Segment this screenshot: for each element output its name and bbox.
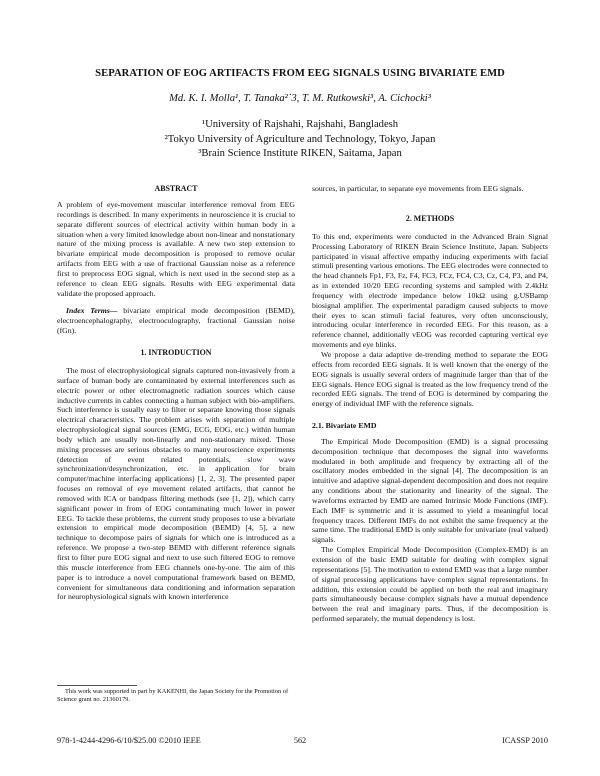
index-terms (57, 306, 295, 336)
funding-footnote: This work was supported in part by KAKENHI, the Japan Society for the Promotion of Science grant no. 21360179. (57, 688, 289, 704)
footer-page-number: 562 (293, 736, 307, 745)
author-list: Md. K. I. Molla¹, T. Tanaka²˙3, T. M. Rutkowski³, A. Cichocki³ (169, 93, 431, 104)
methods-paragraph-2: We propose a data adaptive de-trending method to separate the EOG effects from recorded EEG signals. It is well known that the energy of the EOG signals is usually several orders of magnitude larger than that of the EEG signals. Hence EOG signal is treated as the low frequency trend of the recorded EEG signals. The trend of EOG is determined by comparing the energy of individual IMF with the reference signals. (312, 349, 548, 409)
footer-conference: ICASSP 2010 (502, 736, 548, 745)
abstract-text: A problem of eye-movement muscular interference removal from EEG recordings is described. In many experiments in neuroscience it is crucial to separate different sources of electrical activity within human body in a situation when a very limited knowledge about non-linear and nonstationary nature of the mixing process is available. A new two step extension to bivariate empirical mode decomposition is proposed to remove ocular artifacts from EEG with a use of fractional Gaussian noise as a reference first to preprocess EOG signal, which is next used in the second step as a reference to clean EEG signals. Results with EEG experimental data validate the proposed approach. (57, 200, 295, 298)
bivariate-emd-heading: 2.1. Bivariate EMD (312, 421, 377, 431)
index-terms-label: Index Terms— (66, 306, 118, 316)
bemd-paragraph-2: The Complex Empirical Mode Decomposition (Complex-EMD) is an extension of the basic EMD suitable for dealing with complex signal representations [5]. The motivation to extend EMD was that a large number of signal processing applications have complex signal representations. In addition, this extension could be applied on both the real and imaginary parts simultaneously because complex signals have a mutual dependence between the real and imaginary parts. Thus, if the decomposition is performed separately, the mutual dependency is lost. (312, 545, 548, 624)
methods-heading: 2. METHODS (405, 213, 455, 223)
index-terms-text: bivariate empirical mode decomposition (BEMD), electroencephalography, electrooculography, fractional Gaussian noise (fGn). (57, 306, 295, 336)
introduction-heading: 1. INTRODUCTION (140, 347, 212, 357)
affiliation-1: ¹University of Rajshahi, Rajshahi, Bangladesh (201, 119, 399, 130)
paper-title: SEPARATION OF EOG ARTIFACTS FROM EEG SIGNALS USING BIVARIATE EMD (95, 68, 505, 79)
affiliations (0, 118, 600, 162)
introduction-text: The most of electrophysiological signals captured non-invasively from a surface of human body are contaminated by external interferences such as electric power or other electromagnetic radiation sources which cause inductive currents in cables connecting a human subject with bio-amplifiers. Such interference is usually easy to filter or separate knowing those signals electrical characteristics. The problem arises with separation of multiple electrophysiological signal sources (EMG, ECG, EOG, etc.) within human body which are usually non-linearly and non-stationary mixed. Those mixing processes are serious obstacles to many neuroscience experiments (detection of event related potentials, slow wave synchronization/desynchronization, etc. in application for brain computer/machine interfacing applications) [1, 2, 3]. The presented paper focuses on removal of eye movement related artifacts, that cannot be removed with ICA or bandpass filtering methods (see [1, 2]), which carry significant power in from of EOG contaminating much lower in power EEG. To tackle these problems, the current study proposes to use a bivariate extension to empirical mode decomposition (BEMD) [4, 5], a new technique to decompose pairs of signals for which one is introduced as a reference. We propose a two-step BEMD with different reference signals first to filter pure EOG signal and next to use such filtered EOG to remove this muscle interference from EEG channels one-by-one. The aim of this paper is to introduce a novel computational framework based on BEMD, convenient for simultaneous data conditioning and information separation for neurophysiological signals with known interference (57, 365, 295, 602)
affiliation-3: ³Brain Science Institute RIKEN, Saitama, Japan (198, 148, 402, 159)
left-column (57, 184, 295, 602)
affiliation-2: ²Tokyo University of Agriculture and Technology, Tokyo, Japan (164, 133, 436, 145)
bemd-paragraph-1: The Empirical Mode Decomposition (EMD) is a signal processing decomposition technique that decomposes the signal into waveforms modulated in both amplitude and frequency by extracting all of the oscillatory modes embedded in the signal [4]. The decomposition is an intuitive and adaptive signal-dependent decomposition and does not require any conditions about the stationarity and linearity of the signal. The waveforms extracted by EMD are named Intrinsic Mode Functions (IMF). Each IMF is symmetric and it is assumed to yield a meaningful local frequency traces. Different IMFs do not exhibit the same frequency at the same time. The traditional EMD is only suitable for univariate (real valued) signals. (312, 436, 548, 545)
footer-isbn: 978-1-4244-4296-6/10/$25.00 ©2010 IEEE (57, 736, 201, 745)
footnote-rule (57, 685, 137, 686)
methods-paragraph-1: To this end, experiments were conducted in the Advanced Brain Signal Processing Laboratory of RIKEN Brain Science Institute, Japan. Subjects participated in visual affective empathy inducing experiments with facial stimuli presenting various emotions. The EEG electrodes were connected to the head channels Fp1, F3, Fz, F4, FC3, FCz, FC4, C3, Cz, C4, P3, and P4, as in extended 10/20 EEG recording systems and sampled with 2.4kHz frequency with electrode impedance below 10kΩ using g.USBamp biosignal amplifier. The experimental paradigm caused subjects to move their eyes to scan stimuli facial features, very often unconsciously, introducing ocular interference in recorded EEG. For this reason, as a reference channel, additionally vEOG was recorded capturing vertical eye movements and eye blinks. (312, 231, 548, 350)
introduction-continuation: sources, in particular, to separate eye movements from EEG signals. (312, 184, 524, 193)
right-column (312, 184, 548, 624)
abstract-heading: ABSTRACT (154, 184, 198, 193)
